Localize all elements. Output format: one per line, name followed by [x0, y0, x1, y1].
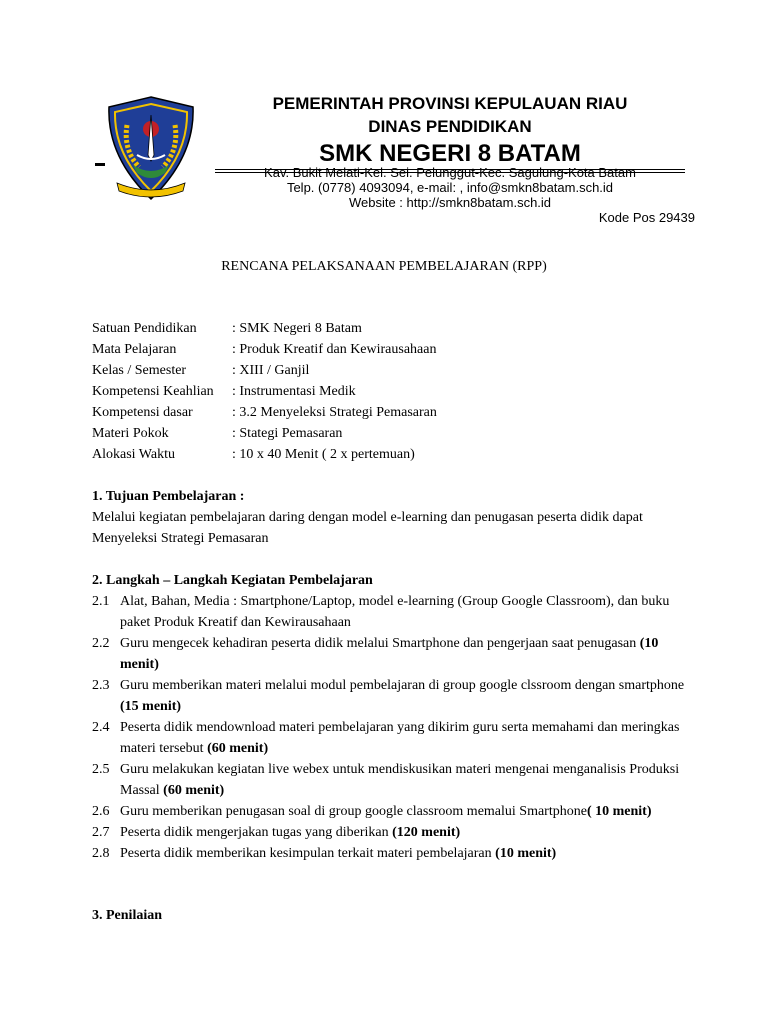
info-label: Kompetensi Keahlian: [92, 384, 214, 399]
step-number: 2.3: [92, 678, 110, 693]
section-3-heading: 3. Penilaian: [92, 908, 163, 923]
step-item: [92, 801, 692, 822]
step-item: [92, 843, 692, 864]
step-text: Peserta didik memberikan kesimpulan terkait materi pembelajaran (10 menit): [120, 846, 557, 861]
info-value: : 3.2 Menyeleksi Strategi Pemasaran: [232, 405, 437, 420]
header-province: PEMERINTAH PROVINSI KEPULAUAN RIAU: [272, 94, 628, 113]
info-row: [92, 444, 437, 465]
step-number: 2.4: [92, 720, 110, 735]
step-text: Peserta didik mengerjakan tugas yang diberikan (120 menit): [120, 825, 461, 840]
info-label: Alokasi Waktu: [92, 447, 175, 462]
info-value: : Instrumentasi Medik: [232, 384, 356, 399]
step-text: Guru memberikan materi melalui modul pembelajaran di group google clssroom dengan smartphone (15 menit): [120, 678, 685, 714]
info-label: Kompetensi dasar: [92, 405, 193, 420]
info-value: : Produk Kreatif dan Kewirausahaan: [232, 342, 437, 357]
section-1-text: Melalui kegiatan pembelajaran daring dengan model e-learning dan penugasan peserta didik dapat Menyeleksi Strategi Pemasaran: [92, 510, 643, 546]
step-text: Guru memberikan penugasan soal di group google classroom memalui Smartphone( 10 menit): [120, 804, 652, 819]
step-text: Guru melakukan kegiatan live webex untuk mendiskusikan materi mengenai menganalisis Produksi Massal (60 menit): [120, 762, 680, 798]
steps-list: [92, 591, 692, 864]
step-number: 2.2: [92, 636, 110, 651]
header-school-name: SMK NEGERI 8 BATAM: [319, 140, 581, 167]
info-value: : 10 x 40 Menit ( 2 x pertemuan): [232, 447, 415, 462]
step-text: Alat, Bahan, Media : Smartphone/Laptop, model e-learning (Group Google Classroom), dan buku paket Produk Kreatif dan Kewirausahaan: [120, 594, 670, 630]
info-value: : SMK Negeri 8 Batam: [232, 321, 362, 336]
step-item: [92, 633, 692, 675]
info-row: [92, 402, 437, 423]
step-number: 2.1: [92, 594, 110, 609]
step-number: 2.8: [92, 846, 110, 861]
info-list: [92, 318, 437, 465]
header-mark: [95, 163, 105, 166]
info-label: Satuan Pendidikan: [92, 321, 197, 336]
section-1-heading: 1. Tujuan Pembelajaran :: [92, 489, 245, 504]
header-contact: Telp. (0778) 4093094, e-mail: , info@smkn8batam.sch.id: [286, 180, 614, 195]
info-row: [92, 423, 437, 444]
step-item: [92, 591, 692, 633]
step-item: [92, 759, 692, 801]
info-value: : XIII / Ganjil: [232, 363, 310, 378]
header-address: Kav. Bukit Melati-Kel. Sei. Pelunggut-Kec. Sagulung-Kota Batam: [264, 165, 636, 180]
step-text: Peserta didik mendownload materi pembelajaran yang dikirim guru serta memahami dan meringkas materi tersebut (60 menit): [120, 720, 680, 756]
info-row: [92, 381, 437, 402]
step-item: [92, 675, 692, 717]
header-postal-code: Kode Pos 29439: [598, 210, 695, 225]
step-item: [92, 717, 692, 759]
header-website: Website : http://smkn8batam.sch.id: [348, 195, 552, 210]
kepri-coat-of-arms-icon: [103, 95, 199, 205]
info-label: Kelas / Semester: [92, 363, 187, 378]
info-value: : Stategi Pemasaran: [232, 426, 343, 441]
info-row: [92, 339, 437, 360]
info-label: Mata Pelajaran: [92, 342, 177, 357]
section-2-heading: 2. Langkah – Langkah Kegiatan Pembelajaran: [92, 573, 373, 588]
info-row: [92, 360, 437, 381]
info-row: [92, 318, 437, 339]
header-department: DINAS PENDIDIKAN: [368, 117, 532, 136]
step-number: 2.7: [92, 825, 110, 840]
step-text: Guru mengecek kehadiran peserta didik melalui Smartphone dan pengerjaan saat penugasan (10 menit): [120, 636, 659, 672]
step-item: [92, 822, 692, 843]
info-label: Materi Pokok: [92, 426, 169, 441]
step-number: 2.5: [92, 762, 110, 777]
step-number: 2.6: [92, 804, 110, 819]
document-title: RENCANA PELAKSANAAN PEMBELAJARAN (RPP): [221, 259, 547, 274]
